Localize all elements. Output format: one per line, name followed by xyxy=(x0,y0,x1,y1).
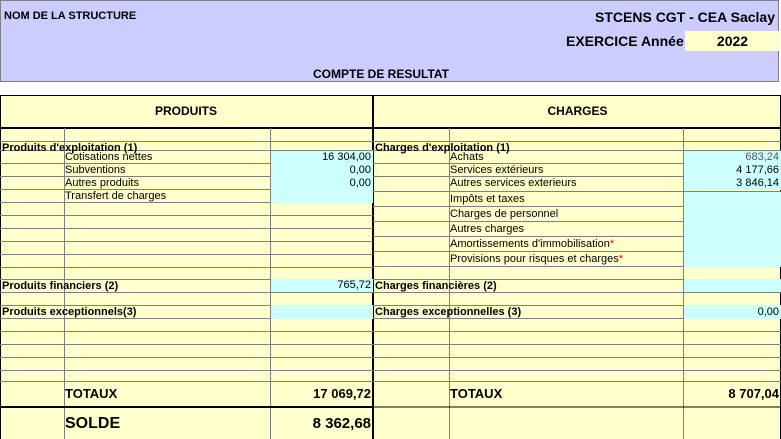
produits-financiers-label: Produits financiers (2) xyxy=(2,280,119,292)
charges-financieres-value[interactable] xyxy=(684,279,781,292)
charges-item-value[interactable] xyxy=(684,192,781,207)
charges-item-text: Services extérieurs xyxy=(450,164,544,176)
charges-item-value[interactable]: 3 846,14 xyxy=(684,177,781,190)
charges-item-label xyxy=(450,164,683,177)
charges-item-text: Impôts et taxes xyxy=(450,193,525,205)
asterisk-note: * xyxy=(609,238,615,250)
exercise-year[interactable]: 2022 xyxy=(685,31,780,51)
produits-item-label: Subventions xyxy=(65,164,126,176)
charges-totaux-label: TOTAUX xyxy=(450,386,503,401)
org-name: STCENS CGT - CEA Saclay xyxy=(595,9,775,25)
charges-item-value[interactable] xyxy=(684,252,781,267)
produits-item-value[interactable]: 0,00 xyxy=(271,164,373,177)
charges-item-value[interactable]: 4 177,66 xyxy=(684,164,781,177)
charges-item-label xyxy=(450,207,683,222)
solde-value: 8 362,68 xyxy=(312,415,371,432)
produits-totaux-label: TOTAUX xyxy=(65,386,118,401)
result-sheet xyxy=(0,95,781,439)
charges-totaux-value: 8 707,04 xyxy=(728,386,779,401)
charges-item-text: Autres charges xyxy=(450,223,524,235)
asterisk-note: * xyxy=(618,253,624,265)
report-header xyxy=(0,0,779,82)
produits-exceptionnels-label: Produits exceptionnels(3) xyxy=(2,306,137,318)
charges-item-label xyxy=(450,252,683,267)
charges-exceptionnelles-value[interactable]: 0,00 xyxy=(684,305,781,319)
produits-item-label: Autres produits xyxy=(65,177,139,189)
charges-item-value[interactable] xyxy=(684,207,781,222)
charges-exceptionnelles-label: Charges exceptionnelles (3) xyxy=(375,306,522,318)
charges-item-text: Autres services exterieurs xyxy=(450,177,577,189)
charges-item-value[interactable]: 683,24 xyxy=(684,151,781,164)
produits-exploitation-heading: Produits d'exploitation (1) xyxy=(2,142,138,154)
charges-item-label xyxy=(450,177,683,190)
charges-item-value[interactable] xyxy=(684,237,781,252)
produits-item-value[interactable]: 0,00 xyxy=(271,177,373,190)
charges-financieres-label: Charges financières (2) xyxy=(375,280,497,292)
produits-column-header: PRODUITS xyxy=(154,104,217,118)
solde-label: SOLDE xyxy=(65,415,121,432)
charges-item-label xyxy=(450,237,683,252)
charges-exploitation-heading: Charges d'exploitation (1) xyxy=(375,142,510,154)
charges-item-text: Provisions pour risques et charges xyxy=(450,253,619,265)
charges-item-label xyxy=(450,151,683,164)
charges-column-header: CHARGES xyxy=(547,104,608,118)
charges-item-text: Charges de personnel xyxy=(450,208,559,220)
charges-item-text: Amortissements d'immobilisation xyxy=(450,238,610,250)
exercise-label: EXERCICE Année xyxy=(566,33,684,49)
produits-item-value[interactable] xyxy=(271,190,373,203)
charges-item-label xyxy=(450,192,683,207)
produits-item-value[interactable]: 16 304,00 xyxy=(271,151,373,164)
charges-item-value[interactable] xyxy=(684,222,781,237)
charges-item-text: Achats xyxy=(450,151,484,163)
produits-financiers-value[interactable]: 765,72 xyxy=(271,279,373,292)
produits-exceptionnels-value[interactable] xyxy=(271,305,373,319)
produits-item-label: Transfert de charges xyxy=(65,190,167,202)
report-title: COMPTE DE RESULTAT xyxy=(313,67,449,81)
produits-totaux-value: 17 069,72 xyxy=(313,386,371,401)
org-label: NOM DE LA STRUCTURE xyxy=(4,10,137,22)
charges-item-label xyxy=(450,222,683,237)
produits-item-label: Cotisations nettes xyxy=(65,151,153,163)
